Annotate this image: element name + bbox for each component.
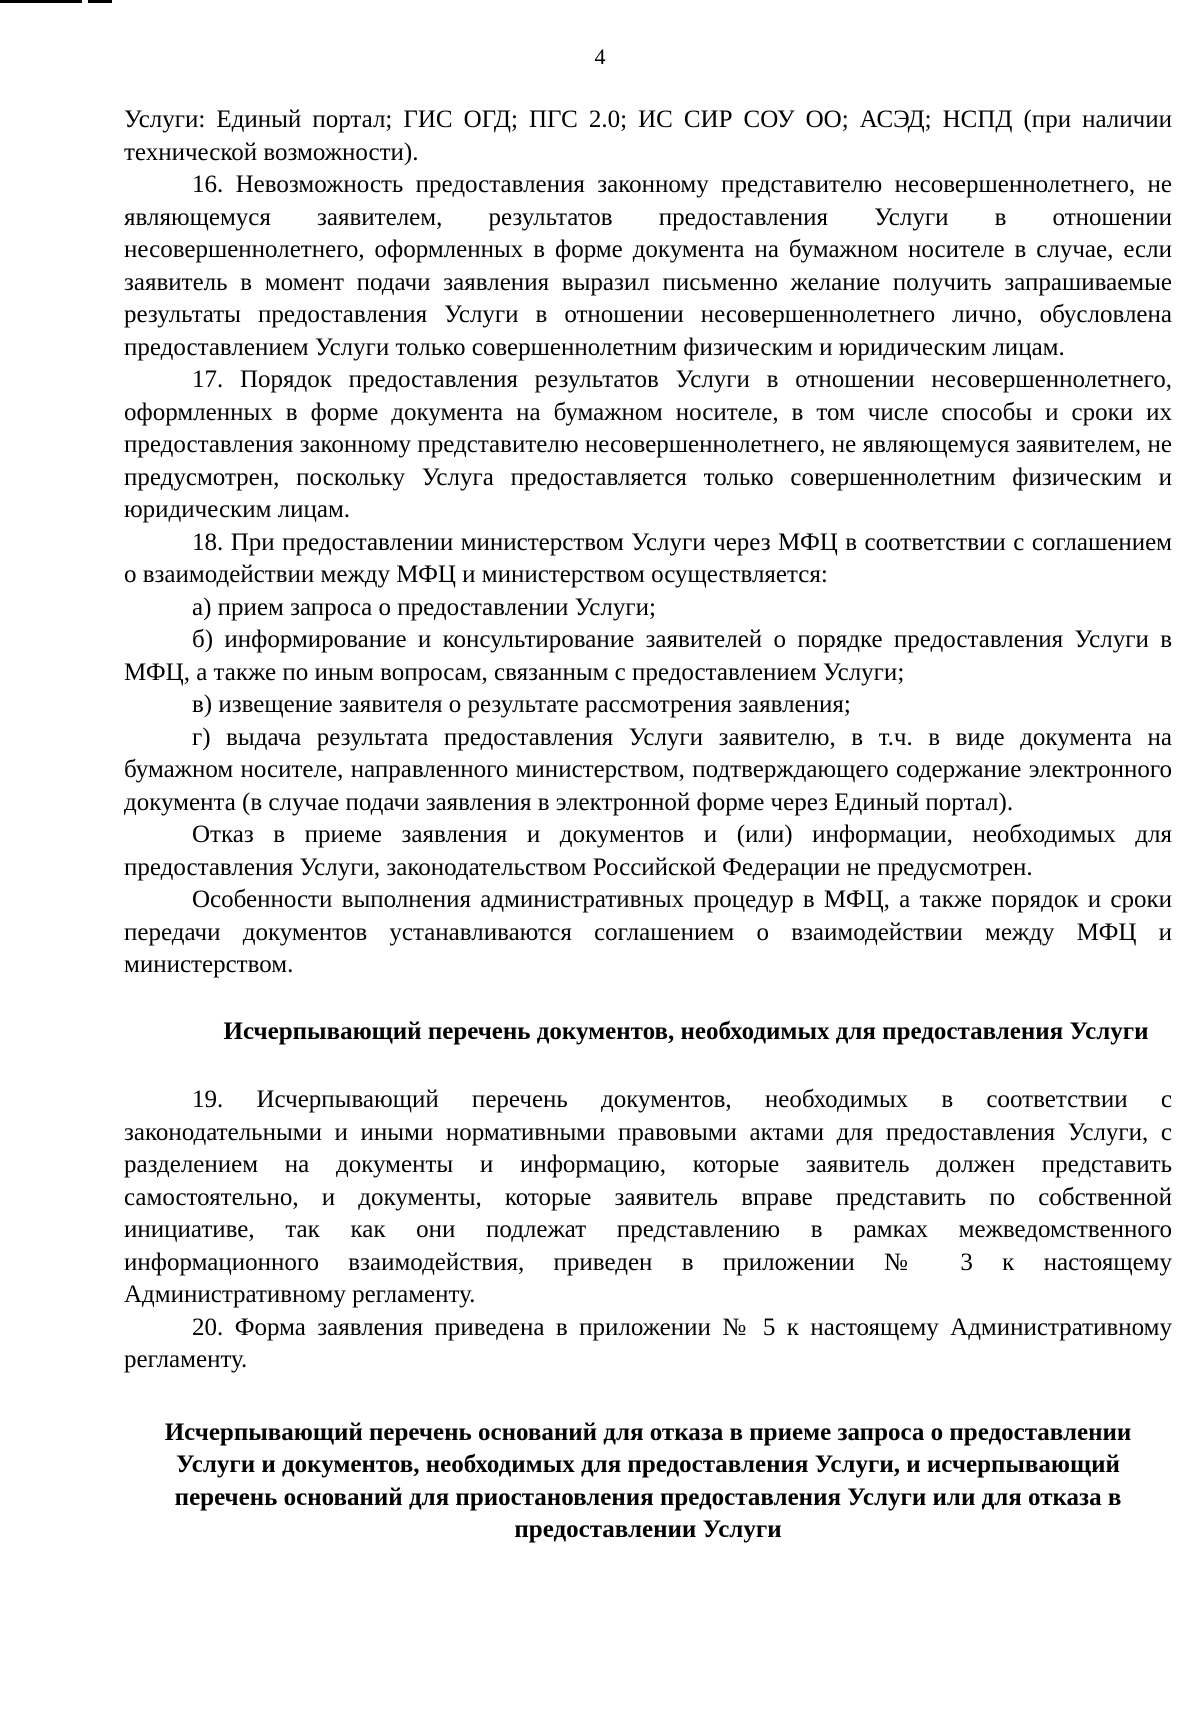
list-item-18a: а) прием запроса о предоставлении Услуги; [192, 593, 656, 621]
document-body [124, 104, 1172, 1547]
paragraph-20: 20. Форма заявления приведена в приложении № 5 к настоящему Административному регламенту. [124, 1313, 1172, 1373]
list-item-18b: б) информирование и консультирование заявителей о порядке предоставления Услуги в МФЦ, а также по иным вопросам, связанным с предоставлением Услуги; [124, 626, 1172, 686]
paragraph-18: 18. При предоставлении министерством Услуги через МФЦ в соответствии с соглашением о взаимодействии между МФЦ и министерством осуществляется: [124, 528, 1172, 588]
section-heading-documents: Исчерпывающий перечень документов, необходимых для предоставления Услуги [223, 1017, 1149, 1045]
paragraph-continuation: Услуги: Единый портал; ГИС ОГД; ПГС 2.0; ИС СИР СОУ ОО; АСЭД; НСПД (при наличии технической возможности). [124, 106, 1172, 166]
paragraph-refusal: Отказ в приеме заявления и документов и (или) информации, необходимых для предоставления Услуги, законодательством Российской Федерации не предусмотрен. [124, 821, 1172, 881]
section-heading-refusal-grounds: Исчерпывающий перечень оснований для отказа в приеме запроса о предоставлении Услуги и документов, необходимых для предоставления Услуги, и исчерпывающий перечень оснований для приостановления предоставления Услуги или для отказа в предоставлении Услуги [164, 1418, 1132, 1543]
list-item-18d: г) выдача результата предоставления Услуги заявителю, в т.ч. в виде документа на бумажном носителе, направленного министерством, подтверждающего содержание электронного документа (в случае подачи заявления в электронной форме через Единый портал). [124, 723, 1172, 816]
scan-edge-mark [88, 0, 112, 3]
paragraph-features: Особенности выполнения административных процедур в МФЦ, а также порядок и сроки передачи документов устанавливаются соглашением о взаимодействии между МФЦ и министерством. [124, 886, 1172, 978]
list-item-18c: в) извещение заявителя о результате рассмотрения заявления; [192, 691, 851, 718]
paragraph-16: 16. Невозможность предоставления законному представителю несовершеннолетнего, не являющемуся заявителем, результатов предоставления Услуги в отношении несовершеннолетнего, оформленных в форме документа на бумажном носителе в случае, если заявитель в момент подачи заявления выразил письменно желание получить запрашиваемые результаты предоставления Услуги в отношении несовершеннолетнего лично, обусловлена предоставлением Услуги только совершеннолетним физическим и юридическим лицам. [124, 171, 1172, 361]
scan-edge-mark [0, 0, 82, 3]
page-number: 4 [594, 44, 606, 69]
paragraph-17: 17. Порядок предоставления результатов Услуги в отношении несовершеннолетнего, оформленных в форме документа на бумажном носителе, в том числе способы и сроки их предоставления законному представителю несовершеннолетнего, не являющемуся заявителем, не предусмотрен, поскольку Услуга предоставляется только совершеннолетним физическим и юридическим лицам. [124, 366, 1172, 523]
paragraph-19: 19. Исчерпывающий перечень документов, необходимых в соответствии с законодательными и иными нормативными правовыми актами для предоставления Услуги, с разделением на документы и информацию, которые заявитель должен представить самостоятельно, и документы, которые заявитель вправе представить по собственной инициативе, так как они подлежат представлению в рамках межведомственного информационного взаимодействия, приведен в приложении № 3 к настоящему Административному регламенту. [124, 1086, 1172, 1308]
